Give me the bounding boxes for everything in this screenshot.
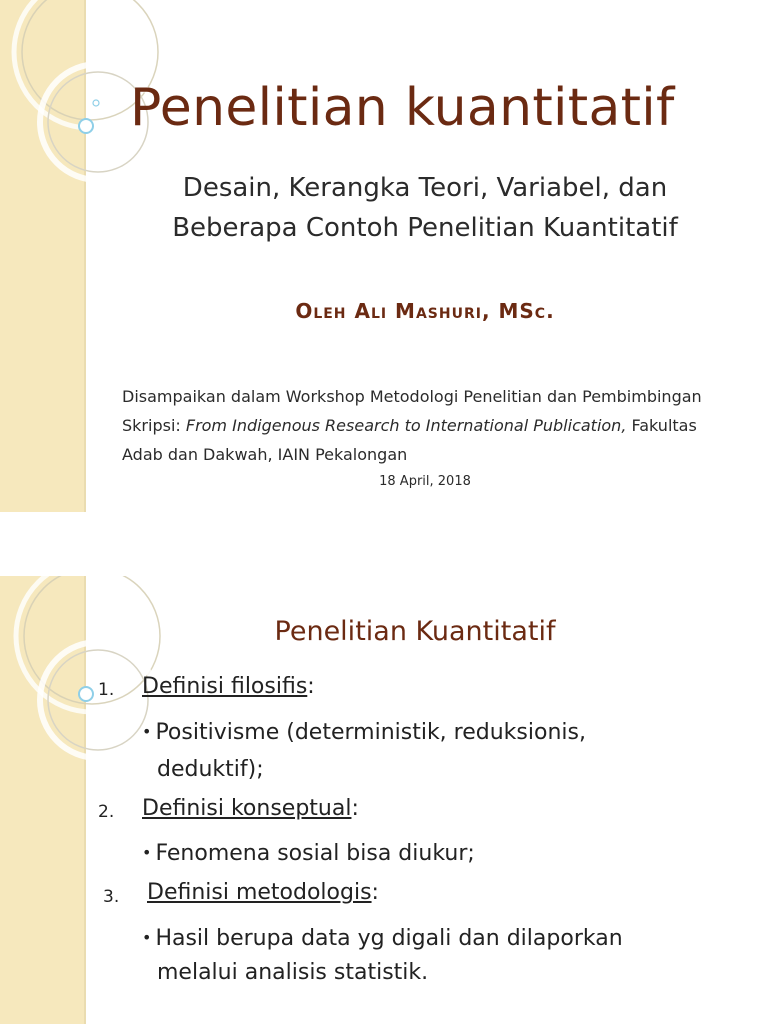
bubble-icon — [79, 687, 93, 701]
event-info-italic: From Indigenous Research to International Publication, — [185, 416, 627, 435]
item-heading: Definisi filosifis: — [142, 674, 315, 699]
event-date: 18 April, 2018 — [379, 474, 471, 489]
slide-gap — [0, 512, 768, 576]
item-number: 1. — [98, 680, 115, 700]
item-heading: Definisi metodologis: — [147, 880, 379, 905]
list-item: • Hasil berupa data yg digali dan dilaporkan — [142, 926, 623, 951]
bubble-icon — [79, 119, 93, 133]
list-item-continuation: melalui analisis statistik. — [157, 960, 429, 985]
slide-definitions — [0, 576, 768, 1024]
item-heading: Definisi konseptual: — [142, 796, 359, 821]
item-number: 3. — [103, 887, 120, 907]
presentation-title: Penelitian kuantitatif — [130, 78, 675, 138]
author-line: Oleh Ali Mashuri, MSc. — [295, 299, 555, 323]
event-info-text-end: Fakultas Adab dan Dakwah, IAIN Pekalongan — [122, 416, 697, 464]
list-item: • Positivisme (deterministik, reduksionis, — [142, 720, 586, 745]
event-info-text: Disampaikan dalam Workshop Metodologi Penelitian dan Pembimbingan Skripsi: — [122, 387, 702, 435]
small-bubble-icon — [93, 100, 99, 106]
presentation-subtitle — [0, 168, 768, 248]
bullet-icon: • — [142, 722, 152, 741]
list-item-continuation: deduktif); — [157, 757, 264, 782]
list-item: • Fenomena sosial bisa diukur; — [142, 841, 475, 866]
subtitle-line-1: Desain, Kerangka Teori, Variabel, dan — [182, 173, 668, 203]
item-number: 2. — [98, 802, 115, 822]
slide-title: Penelitian Kuantitatif — [274, 616, 556, 647]
bullet-icon: • — [142, 843, 152, 862]
subtitle-line-2: Beberapa Contoh Penelitian Kuantitatif — [172, 213, 678, 243]
event-info — [122, 382, 742, 469]
bullet-icon: • — [142, 928, 152, 947]
